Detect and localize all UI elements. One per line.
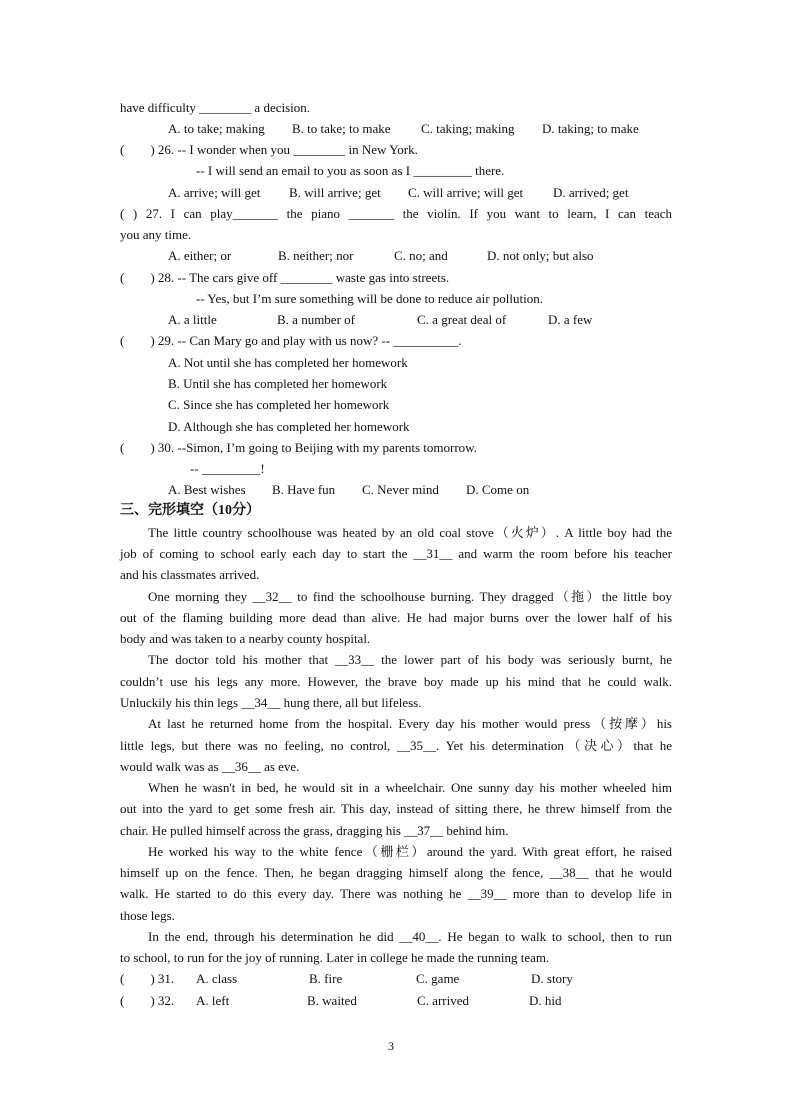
question-stem: ( ) 29. -- Can Mary go and play with us now? -- __________.	[120, 333, 462, 348]
option-d: D. Come on	[466, 482, 530, 497]
option-a: A. either; or	[168, 248, 232, 263]
option-b: B. neither; nor	[278, 248, 354, 263]
option-b: B. Have fun	[272, 482, 336, 497]
option-a: A. to take; making	[168, 121, 265, 136]
option-b: B. Until she has completed her homework	[168, 376, 388, 391]
option-d: D. Although she has completed her homework	[168, 419, 410, 434]
passage-line: job of coming to school early each day to start the __31__ and warm the room before his teacher	[120, 546, 672, 561]
option-a: A. a little	[168, 312, 217, 327]
option-d: D. arrived; get	[553, 185, 629, 200]
passage-line: out of the flaming building more dead than alive. He had major burns over the lower half of his	[120, 610, 672, 625]
question-stem-line2: you any time.	[120, 227, 192, 242]
passage-line: chair. He pulled himself across the grass, dragging his __37__ behind him.	[120, 823, 509, 838]
option-a: A. Not until she has completed her homework	[168, 355, 408, 370]
option-a: A. Best wishes	[168, 482, 246, 497]
passage-line: body and was taken to a nearby county hospital.	[120, 631, 371, 646]
option-d: D. story	[531, 971, 573, 986]
option-c: C. Since she has completed her homework	[168, 397, 390, 412]
question-stem: have difficulty ________ a decision.	[120, 100, 311, 115]
option-c: C. will arrive; will get	[408, 185, 524, 200]
passage-line: little legs, but there was no feeling, no control, __35__. Yet his determination（决心）that he	[120, 738, 672, 753]
page-number: 3	[388, 1039, 394, 1053]
passage-line: The doctor told his mother that __33__ the lower part of his body was seriously burnt, he	[148, 652, 672, 667]
passage-line: out into the yard to get some fresh air. This day, instead of sitting there, he threw himself from the	[120, 801, 672, 816]
option-c: C. Never mind	[362, 482, 439, 497]
option-d: D. hid	[529, 993, 562, 1008]
option-d: D. taking; to make	[542, 121, 639, 136]
passage-line: those legs.	[120, 908, 175, 923]
option-a: A. class	[196, 971, 238, 986]
section-heading: 三、完形填空（10分）	[120, 503, 260, 518]
passage-line: to school, to run for the joy of running. Later in college he made the running team.	[120, 950, 550, 965]
question-stem: ( ) 30. --Simon, I’m going to Beijing with my parents tomorrow.	[120, 440, 477, 455]
option-c: C. game	[416, 971, 460, 986]
passage-line: and his classmates arrived.	[120, 567, 260, 582]
option-c: C. taking; making	[421, 121, 515, 136]
passage-line: One morning they __32__ to find the schoolhouse burning. They dragged（拖）the little boy	[148, 589, 672, 604]
passage-line: Unluckily his thin legs __34__ hung there, all but lifeless.	[120, 695, 422, 710]
option-c: C. arrived	[417, 993, 469, 1008]
question-stem: ( ) 26. -- I wonder when you ________ in New York.	[120, 142, 418, 157]
option-c: C. no; and	[394, 248, 448, 263]
question-stem-line2: -- I will send an email to you as soon as I _________ there.	[196, 163, 505, 178]
question-number: ( ) 31.	[120, 971, 175, 986]
question-stem-line2: -- _________!	[190, 461, 265, 476]
question-number: ( ) 32.	[120, 993, 175, 1008]
option-b: B. to take; to make	[292, 121, 391, 136]
option-a: A. arrive; will get	[168, 185, 261, 200]
passage-line: At last he returned home from the hospital. Every day his mother would press（按摩）his	[148, 716, 672, 731]
question-stem-line2: -- Yes, but I’m sure something will be done to reduce air pollution.	[196, 291, 543, 306]
question-stem: ( ) 27. I can play_______ the piano _______ the violin. If you want to learn, I can teach	[120, 206, 672, 221]
option-b: B. a number of	[277, 312, 355, 327]
passage-line: walk. He started to do this every day. There was nothing he __39__ more than to develop life in	[120, 886, 672, 901]
passage-line: When he wasn't in bed, he would sit in a wheelchair. One sunny day his mother wheeled him	[148, 780, 672, 795]
passage-line: couldn’t use his legs any more. However, the brave boy made up his mind that he could walk.	[120, 674, 672, 689]
option-b: B. fire	[309, 971, 343, 986]
question-stem: ( ) 28. -- The cars give off ________ waste gas into streets.	[120, 270, 450, 285]
passage-line: The little country schoolhouse was heated by an old coal stove（火炉）. A little boy had the	[148, 525, 672, 540]
option-c: C. a great deal of	[417, 312, 507, 327]
passage-line: In the end, through his determination he did __40__. He began to walk to school, then to run	[148, 929, 672, 944]
option-d: D. not only; but also	[487, 248, 594, 263]
passage-line: would walk was as __36__ as eve.	[120, 759, 300, 774]
option-b: B. will arrive; get	[289, 185, 381, 200]
passage-line: himself up on the fence. Then, he began dragging himself along the fence, __38__ that he would	[120, 865, 672, 880]
option-b: B. waited	[307, 993, 357, 1008]
option-a: A. left	[196, 993, 230, 1008]
passage-line: He worked his way to the white fence（栅栏）around the yard. With great effort, he raised	[148, 844, 672, 859]
option-d: D. a few	[548, 312, 593, 327]
